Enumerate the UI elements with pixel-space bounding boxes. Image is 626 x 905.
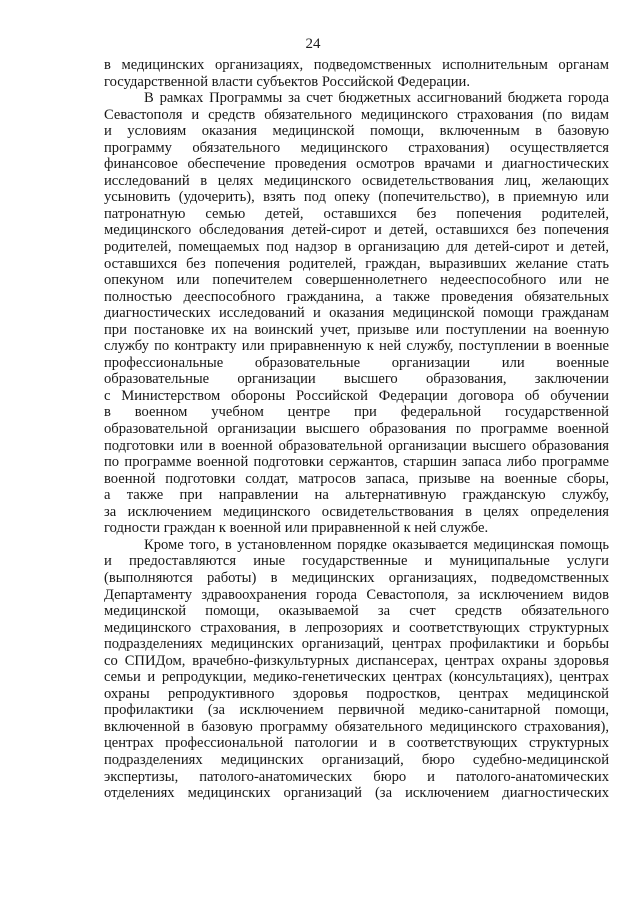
text-line: исследований в целях медицинского освидетельствования лиц, желающих [104,172,609,189]
text-line: подразделениях медицинских организаций, бюро судебно-медицинской [104,751,609,768]
page-number: 24 [305,36,321,52]
text-line: за исключением медицинского освидетельствования в целях определения [104,503,609,520]
text-line: усыновить (удочерить), взять под опеку (попечительство), в приемную или [104,189,609,206]
text-line: и условиям оказания медицинской помощи, включенным в базовую [104,123,609,140]
text-line: семьи и репродукции, медико-генетических центрах (консультациях), центрах [104,669,609,686]
body-text [104,57,609,802]
text-line: Департаменту здравоохранения города Севастополя, за исключением видов [104,586,609,603]
text-line: полностью дееспособного гражданина, а также проведения обязательных [104,288,609,305]
text-line: программу обязательного медицинского страхования) осуществляется [104,139,609,156]
text-line: со СПИДом, врачебно-физкультурных диспансерах, центрах охраны здоровья [104,652,609,669]
text-line: службу по контракту или приравненную к ней службу, поступлении в военные [104,338,609,355]
text-line: подразделениях медицинских организаций, центрах профилактики и борьбы [104,636,609,653]
text-line: и предоставляются иные государственные и муниципальные услуги [104,553,609,570]
text-line: в военном учебном центре при федеральной государственной [104,404,609,421]
text-line: опекуном или попечителем совершеннолетнего недееспособного или не [104,272,609,289]
text-line: диагностических исследований и оказания медицинской помощи гражданам [104,305,609,322]
text-line: включенной в базовую программу обязательного медицинского страхования), [104,718,609,735]
text-line: экспертизы, патолого-анатомических бюро и патолого-анатомических [104,768,609,785]
text-line: профессиональные образовательные организации или военные [104,354,609,371]
text-line: профилактики (за исключением первичной медико-санитарной помощи, [104,702,609,719]
text-line: В рамках Программы за счет бюджетных ассигнований бюджета города [144,90,609,107]
text-line: с Министерством обороны Российской Федерации договора об обучении [104,387,609,404]
text-line: отделениях медицинских организаций (за исключением диагностических [104,785,609,802]
text-line: финансовое обеспечение проведения осмотров врачами и диагностических [104,156,609,173]
text-line: патронатную семью детей, оставшихся без попечения родителей, [104,205,609,222]
text-line: образовательные организации высшего образования, заключении [104,371,609,388]
text-line: оставшихся без попечения родителей, граждан, выразивших желание стать [104,255,609,272]
text-line: в медицинских организациях, подведомственных исполнительным органам [104,57,609,73]
text-line: медицинской помощи, оказываемой за счет средств обязательного [104,603,609,620]
text-line: военной подготовки солдат, матросов запаса, призыве на военные сборы, [104,470,609,487]
text-line: охраны репродуктивного здоровья подростков, центрах медицинской [104,685,609,702]
text-line: при постановке их на воинский учет, призыве или поступлении на военную [104,321,609,338]
text-line: подготовки или в военной образовательной организации высшего образования [104,437,609,454]
text-line: а также при направлении на альтернативную гражданскую службу, [104,487,609,504]
text-line: образовательной организации высшего образования по программе военной [104,421,609,438]
text-line: годности граждан к военной или приравненной к ней службе. [104,520,489,537]
text-line: Севастополя и средств обязательного медицинского страхования (по видам [104,106,609,123]
text-line: родителей, помещаемых под надзор в организацию для детей-сирот и детей, [104,239,609,256]
text-line: Кроме того, в установленном порядке оказывается медицинская помощь [144,536,609,553]
text-line: государственной власти субъектов Российской Федерации. [104,73,470,90]
text-line: по программе военной подготовки сержантов, старшин запаса либо программе [104,454,609,471]
text-line: центрах профессиональной патологии и в соответствующих структурных [104,735,609,752]
text-line: (выполняются работы) в медицинских организациях, подведомственных [104,569,609,586]
text-line: медицинского страхования, в лепрозориях и соответствующих структурных [104,619,609,636]
text-line: медицинского обследования детей-сирот и детей, оставшихся без попечения [104,222,609,239]
